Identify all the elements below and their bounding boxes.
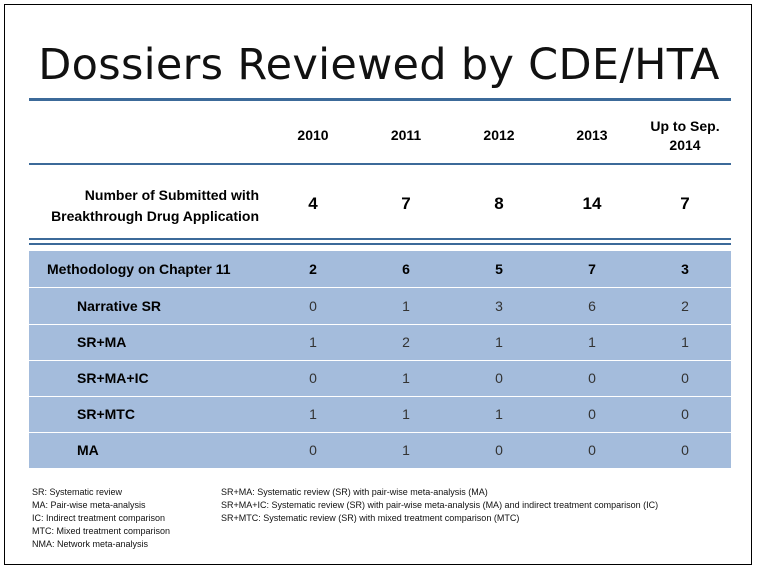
row-value: 0 xyxy=(309,298,317,314)
row-label: MA xyxy=(77,442,99,458)
submitted-value: 8 xyxy=(494,194,504,213)
row-value: 3 xyxy=(681,261,689,277)
row-value: 2 xyxy=(681,298,689,314)
row-label: SR+MA xyxy=(77,334,127,350)
row-value: 0 xyxy=(588,442,596,458)
row-value: 6 xyxy=(588,298,596,314)
year-header-2014-line2: 2014 xyxy=(669,137,701,153)
row-value: 0 xyxy=(309,442,317,458)
row-label: Narrative SR xyxy=(77,298,162,314)
section-divider xyxy=(29,238,731,240)
footnotes-left xyxy=(32,486,170,551)
row-value: 1 xyxy=(588,334,596,350)
submitted-label xyxy=(29,185,259,227)
year-header-2014-line1: Up to Sep. xyxy=(650,118,720,134)
row-value: 2 xyxy=(402,334,410,350)
row-value: 0 xyxy=(309,370,317,386)
row-label: SR+MA+IC xyxy=(77,370,149,386)
submitted-label-line1: Number of Submitted with xyxy=(84,187,259,203)
footnote: SR+MTC: Systematic review (SR) with mixed treatment comparison (MTC) xyxy=(221,513,520,523)
row-value: 0 xyxy=(495,442,503,458)
footnote: SR+MA+IC: Systematic review (SR) with pair-wise meta-analysis (MA) and indirect treatment comparison (IC) xyxy=(221,500,659,510)
row-label: SR+MTC xyxy=(77,406,135,422)
row-value: 5 xyxy=(495,261,503,277)
row-value: 0 xyxy=(588,370,596,386)
page-title: Dossiers Reviewed by CDE/HTA xyxy=(38,40,720,90)
table-row xyxy=(29,432,731,468)
footnote: MA: Pair-wise meta-analysis xyxy=(32,500,146,510)
footnote: SR: Systematic review xyxy=(32,487,123,497)
submitted-value: 7 xyxy=(680,194,690,213)
row-value: 1 xyxy=(402,442,410,458)
title-divider xyxy=(29,98,731,101)
footnote: IC: Indirect treatment comparison xyxy=(32,513,166,523)
submitted-value: 14 xyxy=(582,194,602,213)
year-header-2010: 2010 xyxy=(297,127,329,143)
footnote: MTC: Mixed treatment comparison xyxy=(32,526,171,536)
section-divider xyxy=(29,243,731,245)
year-header-2014 xyxy=(645,117,725,155)
table-row xyxy=(29,288,731,324)
row-value: 1 xyxy=(402,406,410,422)
header-divider xyxy=(29,163,731,165)
year-header-2012: 2012 xyxy=(483,127,515,143)
row-value: 0 xyxy=(681,370,689,386)
row-value: 6 xyxy=(402,261,410,277)
row-value: 0 xyxy=(681,442,689,458)
row-value: 1 xyxy=(402,370,410,386)
row-value: 1 xyxy=(495,406,503,422)
footnote: SR+MA: Systematic review (SR) with pair-wise meta-analysis (MA) xyxy=(221,487,488,497)
row-value: 1 xyxy=(495,334,503,350)
row-value: 7 xyxy=(588,261,596,277)
footnote: NMA: Network meta-analysis xyxy=(32,539,149,549)
year-header-2011: 2011 xyxy=(390,127,422,143)
row-value: 0 xyxy=(495,370,503,386)
row-value: 0 xyxy=(588,406,596,422)
row-label: Methodology on Chapter 11 xyxy=(47,261,231,277)
footnotes-right xyxy=(221,486,658,525)
year-header-2013: 2013 xyxy=(576,127,608,143)
submitted-label-line2: Breakthrough Drug Application xyxy=(51,208,259,224)
table-row xyxy=(29,396,731,432)
row-value: 2 xyxy=(309,261,317,277)
row-value: 1 xyxy=(681,334,689,350)
row-value: 0 xyxy=(681,406,689,422)
table-row xyxy=(29,324,731,360)
row-value: 1 xyxy=(309,334,317,350)
submitted-value: 7 xyxy=(401,194,411,213)
row-value: 1 xyxy=(402,298,410,314)
submitted-value: 4 xyxy=(308,194,318,213)
table-row xyxy=(29,251,731,287)
row-value: 1 xyxy=(309,406,317,422)
table-row xyxy=(29,360,731,396)
row-value: 3 xyxy=(495,298,503,314)
